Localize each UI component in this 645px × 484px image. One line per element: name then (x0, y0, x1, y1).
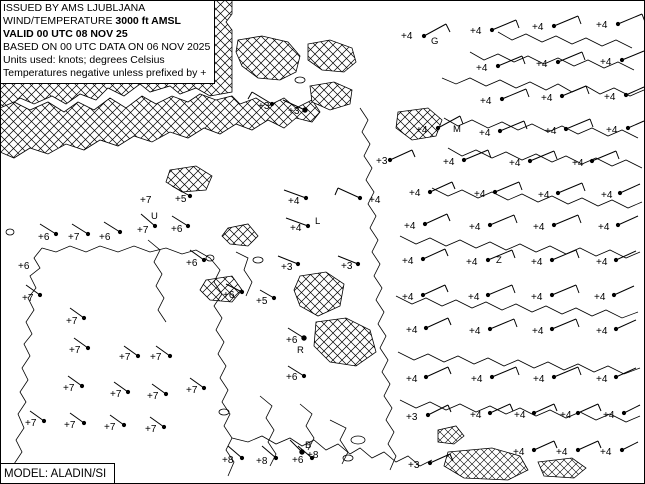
units-line: Units used: knots; degrees Celsius (3, 54, 165, 66)
station-label: R (297, 345, 304, 356)
temperature-label: +4 (533, 222, 545, 233)
temperature-label: +6 (286, 335, 298, 346)
temperature-label: +3 (408, 460, 420, 471)
station-label: G (431, 36, 439, 47)
temperature-label: +4 (468, 292, 480, 303)
temperature-label: +4 (531, 257, 543, 268)
temperature-label: +4 (600, 57, 612, 68)
temperature-label: +4 (596, 326, 608, 337)
temperature-label: +7 (140, 195, 152, 206)
temperature-label: +6 (292, 455, 304, 466)
temperature-label: +4 (401, 31, 413, 42)
station-label: M (453, 124, 461, 135)
temperature-label: +4 (409, 188, 421, 199)
temperature-label: +4 (443, 157, 455, 168)
temperature-label: +4 (531, 292, 543, 303)
temperature-label: +5 (256, 296, 268, 307)
temperature-label: +6 (171, 224, 183, 235)
temperature-label: +7 (69, 345, 81, 356)
temperature-label: +6 (186, 258, 198, 269)
temperature-label: +3 (258, 101, 270, 112)
temperature-label: +8 (307, 450, 319, 461)
temperature-label: +6 (38, 232, 50, 243)
temperature-label: +4 (533, 374, 545, 385)
temperature-label: +7 (119, 352, 131, 363)
temperature-label: +8 (222, 455, 234, 466)
temperature-label: +3 (281, 262, 293, 273)
station-label: B (305, 440, 312, 451)
temperature-label: +4 (596, 257, 608, 268)
temperature-label: +4 (538, 190, 550, 201)
temperature-label: +4 (471, 374, 483, 385)
temperature-label: +7 (150, 352, 162, 363)
temperature-label: +7 (64, 420, 76, 431)
temperature-label: +4 (479, 128, 491, 139)
model-label: MODEL: ALADIN/SI (4, 468, 107, 480)
temperature-label: +4 (598, 222, 610, 233)
temperature-label: +3 (341, 261, 353, 272)
temperature-label: +4 (556, 447, 568, 458)
temperature-label: +6 (286, 372, 298, 383)
basis-line: BASED ON 00 UTC DATA ON 06 NOV 2025 (3, 41, 211, 53)
temperature-label: +7 (22, 293, 34, 304)
temperature-label: +7 (145, 424, 157, 435)
temperature-label: +4 (604, 92, 616, 103)
temperature-label: +4 (572, 158, 584, 169)
temperature-label: +4 (596, 374, 608, 385)
temperature-label: +7 (137, 225, 149, 236)
temperature-label: +4 (402, 292, 414, 303)
temperature-label: +4 (290, 223, 302, 234)
temperature-label: +4 (470, 410, 482, 421)
temperature-label: +4 (288, 196, 300, 207)
temperature-label: +4 (594, 292, 606, 303)
temperature-label: +4 (406, 325, 418, 336)
station-label: Z (496, 255, 502, 266)
temperature-label: +4 (600, 447, 612, 458)
temperature-label: +8 (256, 456, 268, 467)
temperature-label: +4 (541, 93, 553, 104)
temperature-label: +4 (514, 410, 526, 421)
temperature-label: +4 (470, 26, 482, 37)
temperature-label: +4 (404, 221, 416, 232)
chart-header (0, 0, 215, 84)
temperature-convention-line: Temperatures negative unless prefixed by + (3, 67, 207, 79)
temperature-label: +7 (147, 391, 159, 402)
station-label: L (315, 216, 321, 227)
temperature-label: +4 (416, 125, 428, 136)
temperature-label: +4 (545, 126, 557, 137)
temperature-label: +4 (603, 410, 615, 421)
temperature-label: +7 (186, 385, 198, 396)
temperature-label: +4 (532, 22, 544, 33)
station-label: U (151, 211, 158, 222)
temperature-label: +4 (596, 20, 608, 31)
temperature-label: +4 (466, 257, 478, 268)
temperature-label: +4 (606, 125, 618, 136)
temperature-label: +3 (376, 156, 388, 167)
temperature-label: +4 (369, 195, 381, 206)
temperature-label: +4 (601, 190, 613, 201)
temperature-label: +7 (110, 389, 122, 400)
temperature-label: +7 (68, 232, 80, 243)
temperature-label: +6 (99, 232, 111, 243)
temperature-label: +4 (513, 447, 525, 458)
temperature-label: +7 (104, 422, 116, 433)
validity-line: VALID 00 UTC 08 NOV 25 (3, 28, 128, 40)
temperature-label: +5 (175, 194, 187, 205)
product-line: WIND/TEMPERATURE 3000 ft AMSL (3, 15, 181, 27)
temperature-label: +4 (402, 256, 414, 267)
temperature-label: +4 (536, 59, 548, 70)
temperature-label: +4 (509, 158, 521, 169)
temperature-label: +4 (406, 374, 418, 385)
temperature-label: +4 (469, 222, 481, 233)
temperature-label: +4 (480, 96, 492, 107)
temperature-label: +7 (25, 418, 37, 429)
temperature-label: +4 (560, 410, 572, 421)
temperature-label: +4 (476, 63, 488, 74)
temperature-label: +4 (532, 326, 544, 337)
temperature-label: +4 (469, 326, 481, 337)
temperature-label: +6 (18, 261, 30, 272)
temperature-label: +3 (406, 412, 418, 423)
temperature-label: +7 (63, 383, 75, 394)
issuer-line: ISSUED BY AMS LJUBLJANA (3, 2, 146, 14)
temperature-label: +6 (223, 290, 235, 301)
temperature-label: +4 (474, 189, 486, 200)
temperature-label: +3 (288, 106, 300, 117)
chart-footer (0, 463, 115, 484)
temperature-label: +7 (66, 316, 78, 327)
